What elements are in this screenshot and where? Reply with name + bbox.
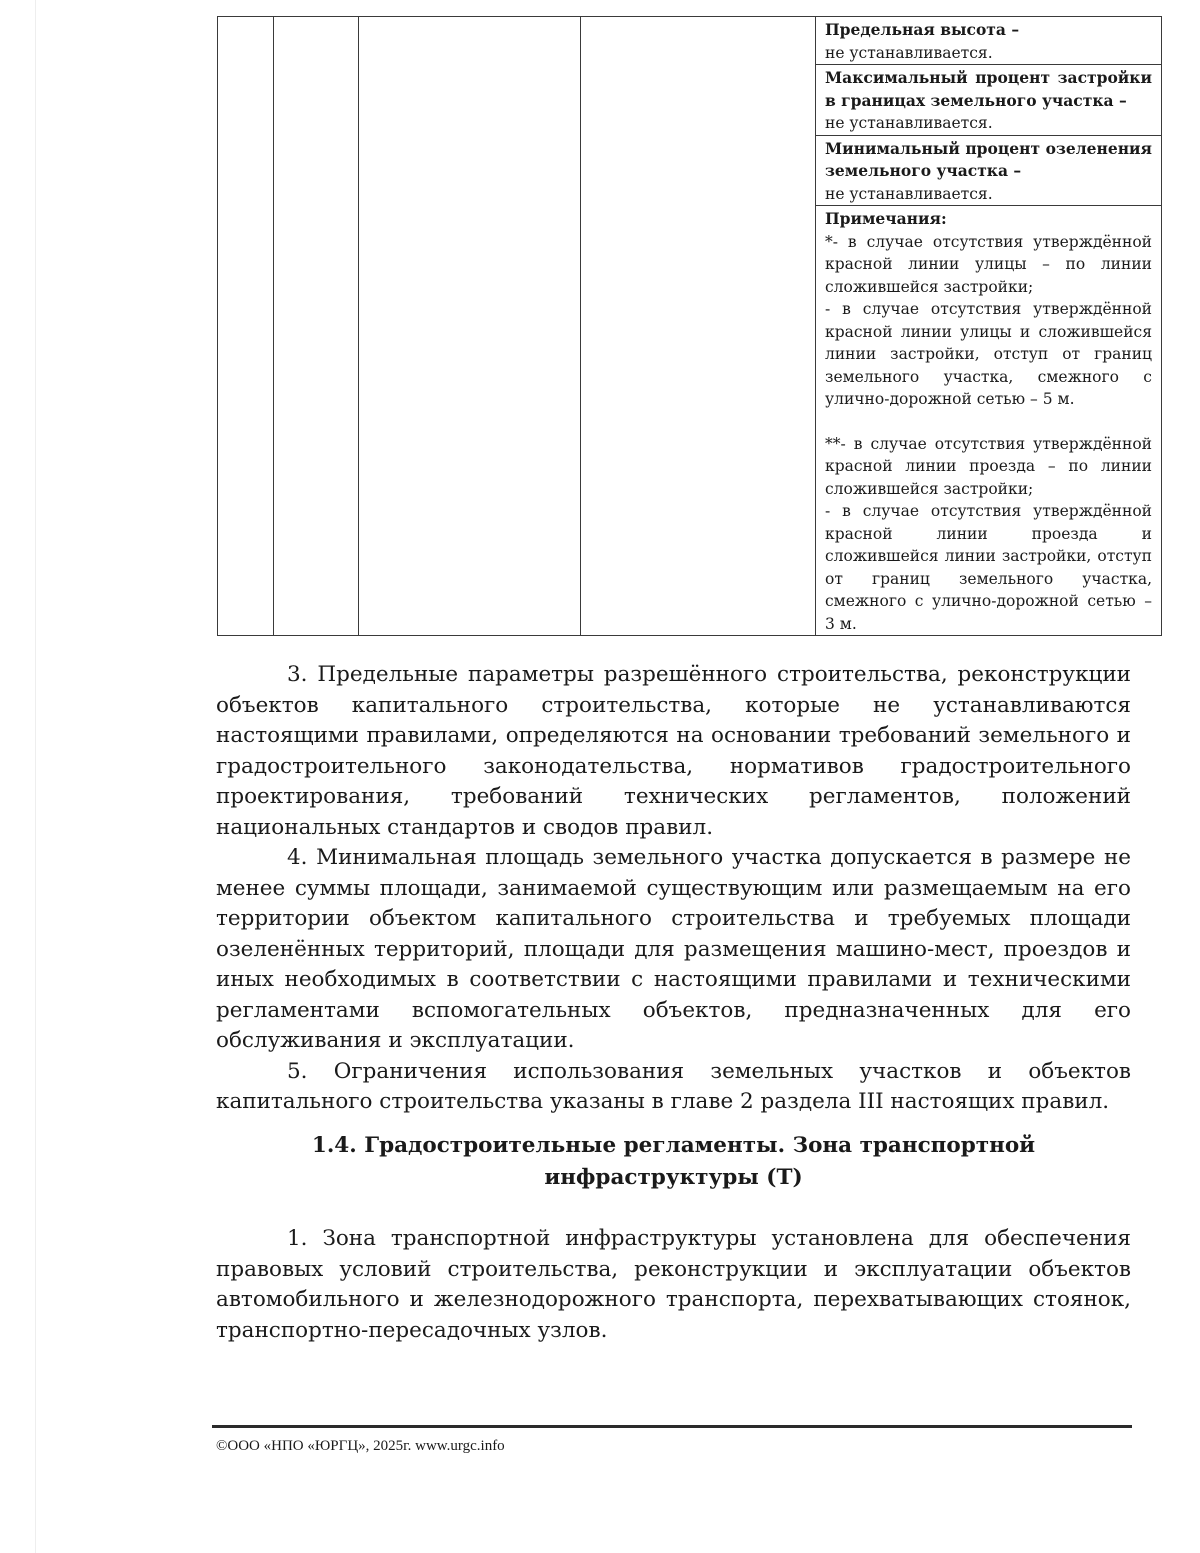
min-green-percent-label: Минимальный процент озеленения земельного участка – <box>825 138 1152 180</box>
table-cell-empty-col3 <box>359 17 581 636</box>
section-paragraph-1: 1. Зона транспортной инфраструктуры установлена для обеспечения правовых условий строительства, реконструкции и эксплуатации объектов автомобильного и железнодорожного транспорта, перехватывающих стоянок, транспортно-пересадочных узлов. <box>216 1226 1131 1343</box>
paragraph-3: 3. Предельные параметры разрешённого строительства, реконструкции объектов капитального строительства, которые не устанавливаются настоящими правилами, определяются на основании требований земельного и градостроительного законодательства, нормативов градостроительного проектирования, требований технических регламентов, положений национальных стандартов и сводов правил. <box>216 662 1131 840</box>
table-cell-empty-col1 <box>218 17 274 636</box>
notes-spacer <box>825 411 1152 433</box>
max-build-percent-cell <box>816 65 1162 136</box>
max-build-percent-label: Максимальный процент застройки в границах земельного участка – <box>825 68 1152 110</box>
note-4: - в случае отсутствия утверждённой красной линии проезда и сложившейся линии застройки, отступ от границ земельного участка, смежного с улично-дорожной сетью – 3 м. <box>825 502 1152 633</box>
max-build-percent-value: не устанавливается. <box>825 114 993 132</box>
max-height-label: Предельная высота – <box>825 20 1020 39</box>
notes-cell <box>816 206 1162 636</box>
paragraphs-block <box>216 660 1131 1118</box>
paragraph-4: 4. Минимальная площадь земельного участка допускается в размере не менее суммы площади, занимаемой существующим или размещаемым на его территории объектом капитального строительства и требуемых площади озеленённых территорий, площади для размещения машино-мест, проездов и иных необходимых в соответствии с настоящими правилами и техническими регламентами вспомогательных объектов, предназначенных для его обслуживания и эксплуатации. <box>216 845 1131 1053</box>
notes-title: Примечания: <box>825 209 947 228</box>
max-height-value: не устанавливается. <box>825 43 993 62</box>
note-3: **- в случае отсутствия утверждённой красной линии проезда – по линии сложившейся застройки; <box>825 434 1152 498</box>
section-heading-line2: инфраструктуры (Т) <box>544 1165 803 1190</box>
note-2: - в случае отсутствия утверждённой красной линии улицы и сложившейся линии застройки, отступ от границ земельного участка, смежного с улично-дорожной сетью – 5 м. <box>825 300 1152 408</box>
min-green-percent-cell <box>816 135 1162 206</box>
scan-edge <box>35 0 36 1553</box>
table-cell-empty-col4 <box>581 17 816 636</box>
footer-copyright: ©ООО «НПО «ЮРГЦ», 2025г. www.urgc.info <box>216 1438 505 1454</box>
footer-divider <box>212 1425 1132 1428</box>
min-green-percent-value: не устанавливается. <box>825 184 993 203</box>
paragraph-5: 5. Ограничения использования земельных участков и объектов капитального строительства указаны в главе 2 раздела III настоящих правил. <box>216 1058 1131 1114</box>
section-heading-line1: 1.4. Градостроительные регламенты. Зона транспортной <box>311 1133 1036 1158</box>
note-1: *- в случае отсутствия утверждённой красной линии улицы – по линии сложившейся застройки; <box>825 232 1152 296</box>
max-height-cell <box>816 17 1162 65</box>
section-heading <box>216 1130 1131 1194</box>
parameters-table <box>217 16 1162 636</box>
section-text-block <box>216 1224 1131 1346</box>
table-cell-empty-col2 <box>274 17 359 636</box>
